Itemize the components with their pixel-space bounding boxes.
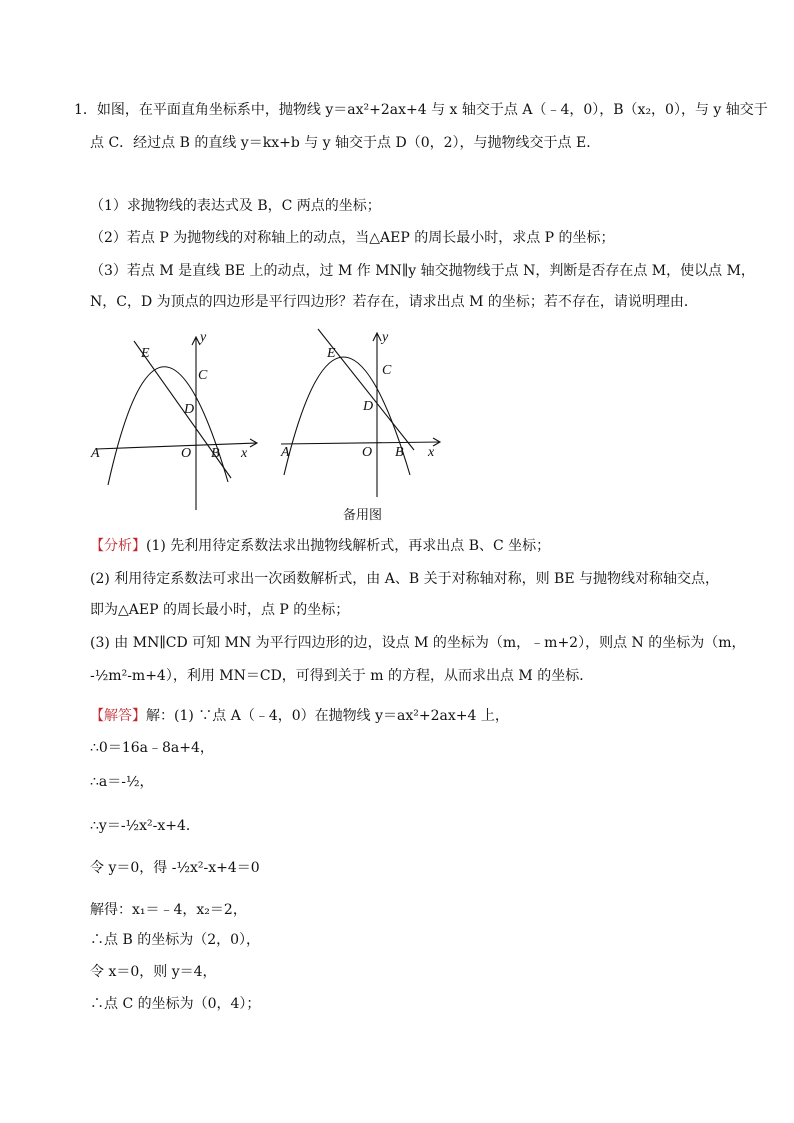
label-o: O [181, 446, 192, 461]
label-o: O [362, 445, 373, 460]
x-axis [96, 443, 257, 449]
label-x: x [241, 446, 248, 461]
analysis-line-2: (2) 利用待定系数法可求出一次函数解析式，由 A、B 关于对称轴对称，则 BE 与抛物线对称轴交点， [90, 571, 719, 587]
label-b: B [395, 445, 404, 460]
label-d: D [184, 402, 195, 417]
solution-line-6: 解得：x₁＝﹣4，x₂＝2， [90, 902, 247, 918]
question-3-line-2: N，C，D 为顶点的四边形是平行四边形？若存在，请求出点 M 的坐标；若不存在，请说明理由． [90, 294, 698, 310]
solution-line-2: ∴0＝16a﹣8a+4， [90, 740, 214, 756]
analysis-line-1 [90, 536, 550, 556]
label-b: B [211, 446, 220, 461]
analysis-text-1: (1) 先利用待定系数法求出抛物线解析式，再求出点 B、C 坐标； [146, 538, 551, 554]
question-3-line-1: （3）若点 M 是直线 BE 上的动点，过 M 作 MN∥y 轴交抛物线于点 N，判断是否存在点 M，使以点 M， [90, 263, 755, 279]
solution-line-7: ∴点 B 的坐标为（2，0）， [90, 932, 261, 948]
label-x: x [428, 445, 435, 460]
label-c: C [198, 368, 208, 383]
label-a: A [281, 445, 290, 460]
parabola-graph-spare [278, 325, 448, 500]
problem-line-1: 1．如图，在平面直角坐标系中，抛物线 y＝ax²+2ax+4 与 x 轴交于点 A（﹣4，0），B（x₂，0），与 y 轴交于 [74, 102, 768, 118]
figure-spare [278, 325, 448, 504]
parabola-graph-main [88, 325, 263, 515]
label-c: C [382, 363, 392, 378]
parabola [108, 367, 228, 485]
analysis-line-4: (3) 由 MN∥CD 可知 MN 为平行四边形的边，设点 M 的坐标为（m，﹣m+2），则点 N 的坐标为（m， [90, 635, 746, 651]
solution-line-1 [90, 706, 509, 726]
solution-text-1: 解：(1) ∵点 A（﹣4，0）在抛物线 y＝ax²+2ax+4 上， [146, 708, 509, 724]
label-d: D [363, 399, 374, 414]
x-axis [281, 442, 440, 444]
label-e: E [327, 346, 336, 361]
analysis-line-5: -½m²-m+4），利用 MN＝CD，可得到关于 m 的方程，从而求出点 M 的坐标． [90, 668, 594, 684]
solution-line-3: ∴a＝-½， [90, 774, 154, 790]
figure-caption: 备用图 [343, 508, 383, 523]
label-e: E [141, 346, 150, 361]
problem-line-2: 点 C．经过点 B 的直线 y＝kx+b 与 y 轴交于点 D（0，2），与抛物线交于点 E． [90, 135, 601, 151]
label-y: y [200, 330, 207, 345]
solution-line-4: ∴y＝-½x²-x+4． [90, 818, 200, 834]
question-1: （1）求抛物线的表达式及 B，C 两点的坐标； [90, 198, 381, 214]
solution-line-9: ∴点 C 的坐标为（0，4）； [90, 996, 261, 1012]
analysis-tag: 【分析】 [90, 538, 146, 554]
figure-main [88, 325, 263, 519]
solution-line-5: 令 y＝0，得 -½x²-x+4＝0 [90, 860, 260, 876]
label-y: y [382, 330, 389, 345]
solution-line-8: 令 x＝0，则 y＝4， [90, 964, 217, 980]
label-a: A [91, 446, 100, 461]
solution-tag: 【解答】 [90, 708, 146, 724]
analysis-line-3: 即为△AEP 的周长最小时，点 P 的坐标； [90, 602, 350, 618]
question-2: （2）若点 P 为抛物线的对称轴上的动点，当△AEP 的周长最小时，求点 P 的坐标； [90, 230, 615, 246]
